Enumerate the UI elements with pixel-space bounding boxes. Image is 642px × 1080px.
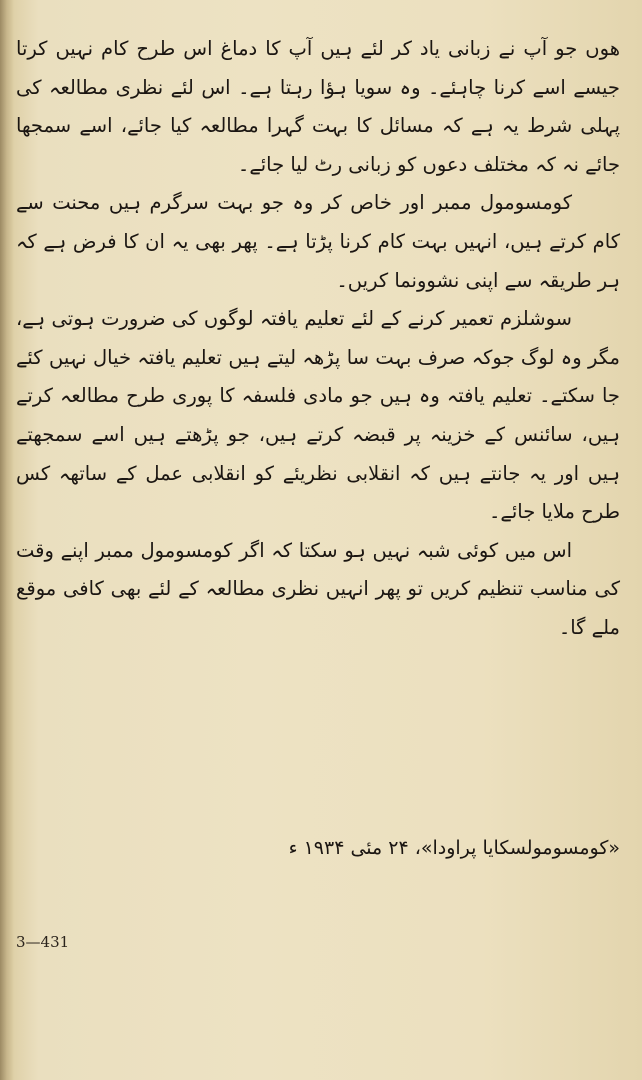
page-binding-shadow xyxy=(0,0,14,1080)
source-citation: «کومسومولسکایا پراودا»، ۲۴ مئی ۱۹۳۴ ء xyxy=(288,837,620,859)
printer-signature-mark: 3—431 xyxy=(16,933,70,951)
paragraph-3: سوشلزم تعمیر کرنے کے لئے تعلیم یافتہ لوگوں کی ضرورت ہوتی ہے، مگر وہ لوگ جوکہ صرف بہت سا پڑھہ لیتے ہیں تعلیم یافتہ خیال نہیں کئے جا سکتے۔ تعلیم یافتہ وہ ہیں جو مادی فلسفہ کا پوری طرح مطالعہ کرتے ہیں، سائنس کے خزینہ پر قبضہ کرتے ہیں، جو پڑھتے ہیں اسے سمجھتے ہیں اور یہ جانتے ہیں کہ انقلابی نظریئے کو انقلابی عمل کے ساتھہ کس طرح ملایا جائے۔ xyxy=(16,307,620,524)
body-text xyxy=(16,30,620,648)
paragraph-1: هوں جو آپ نے زبانی یاد کر لئے ہیں آپ کا دماغ اس طرح کام نہیں کرتا جیسے اسے کرنا چاہئے۔ وہ سویا ہؤا رہتا ہے۔ اس لئے نظری مطالعہ کی پہلی شرط یہ ہے کہ مسائل کا بہت گہرا مطالعہ کیا جائے، اسے سمجھا جائے نہ کہ مختلف دعوں کو زبانی رٹ لیا جائے۔ xyxy=(16,37,620,176)
paragraph-2: کومسومول ممبر اور خاص کر وہ جو بہت سرگرم ہیں محنت سے کام کرتے ہیں، انہیں بہت کام کرنا پڑتا ہے۔ پھر بھی یہ ان کا فرض ہے کہ ہر طریقہ سے اپنی نشوونما کریں۔ xyxy=(16,191,620,292)
paragraph-4: اس میں کوئی شبہ نہیں ہو سکتا کہ اگر کومسومول ممبر اپنے وقت کی مناسب تنظیم کریں تو پھر انہیں نظری مطالعہ کے لئے بھی کافی موقع ملے گا۔ xyxy=(16,538,620,639)
